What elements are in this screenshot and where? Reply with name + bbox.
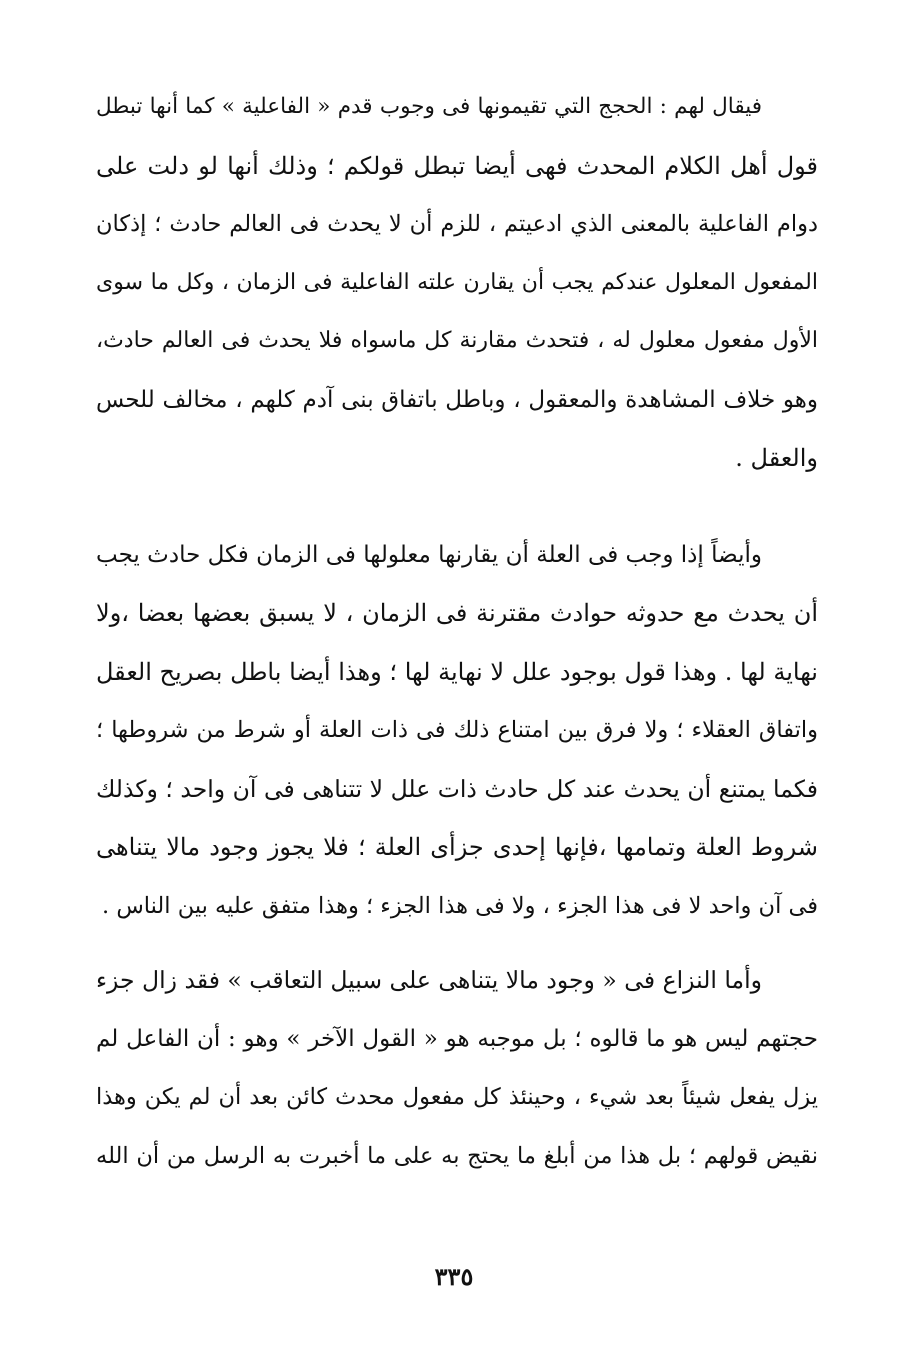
page-number: ٣٣٥: [434, 1262, 474, 1291]
text-line: والعقل .: [735, 444, 818, 472]
text-line: أن يحدث مع حدوثه حوادث مقترنة فى الزمان ، لا يسبق بعضها بعضا ،ولا: [96, 599, 818, 627]
page-body: [96, 78, 818, 1278]
text-line: الأول مفعول معلول له ، فتحدث مقارنة كل ماسواه فلا يحدث فى العالم حادث،: [96, 328, 818, 353]
text-line: وأما النزاع فى « وجود مالا يتناهى على سبيل التعاقب » فقد زال جزء: [96, 966, 762, 994]
paragraph-gap: [96, 488, 818, 526]
paragraph-2: [96, 526, 818, 936]
text-line: فيقال لهم : الحجج التي تقيمونها فى وجوب قدم « الفاعلية » كما أنها تبطل: [96, 94, 762, 119]
paragraph-1: [96, 78, 818, 488]
paragraph-3: [96, 951, 818, 1185]
text-line: وأيضاً إذا وجب فى العلة أن يقارنها معلولها فى الزمان فكل حادث يجب: [96, 541, 762, 568]
text-line: قول أهل الكلام المحدث فهى أيضا تبطل قولكم ؛ وذلك أنها لو دلت على: [96, 151, 818, 180]
text-line: دوام الفاعلية بالمعنى الذي ادعيتم ، للزم أن لا يحدث فى العالم حادث ؛ إذكان: [96, 211, 818, 237]
text-line: وهو خلاف المشاهدة والمعقول ، وباطل باتفاق بنى آدم كلهم ، مخالف للحس: [96, 386, 818, 413]
text-line: فكما يمتنع أن يحدث عند كل حادث ذات علل لا تتناهى فى آن واحد ؛ وكذلك: [96, 774, 818, 803]
text-line: شروط العلة وتمامها ،فإنها إحدى جزأى العلة ؛ فلا يجوز وجود مالا يتناهى: [96, 833, 818, 861]
text-line: يزل يفعل شيئاً بعد شيء ، وحينئذ كل مفعول محدث كائن بعد أن لم يكن وهذا: [96, 1084, 818, 1110]
text-line: حجتهم ليس هو ما قالوه ؛ بل موجبه هو « القول الآخر » وهو : أن الفاعل لم: [96, 1025, 818, 1052]
text-line: واتفاق العقلاء ؛ ولا فرق بين امتناع ذلك فى ذات العلة أو شرط من شروطها ؛: [96, 717, 818, 743]
paragraph-gap: [96, 935, 818, 951]
text-line: المفعول المعلول عندكم يجب أن يقارن علته الفاعلية فى الزمان ، وكل ما سوى: [96, 269, 818, 295]
text-line: نقيض قولهم ؛ بل هذا من أبلغ ما يحتج به على ما أخبرت به الرسل من أن الله: [96, 1142, 818, 1169]
text-line: فى آن واحد لا فى هذا الجزء ، ولا فى هذا الجزء ؛ وهذا متفق عليه بين الناس .: [102, 892, 818, 919]
text-line: نهاية لها . وهذا قول بوجود علل لا نهاية لها ؛ وهذا أيضا باطل بصريح العقل: [96, 657, 818, 686]
